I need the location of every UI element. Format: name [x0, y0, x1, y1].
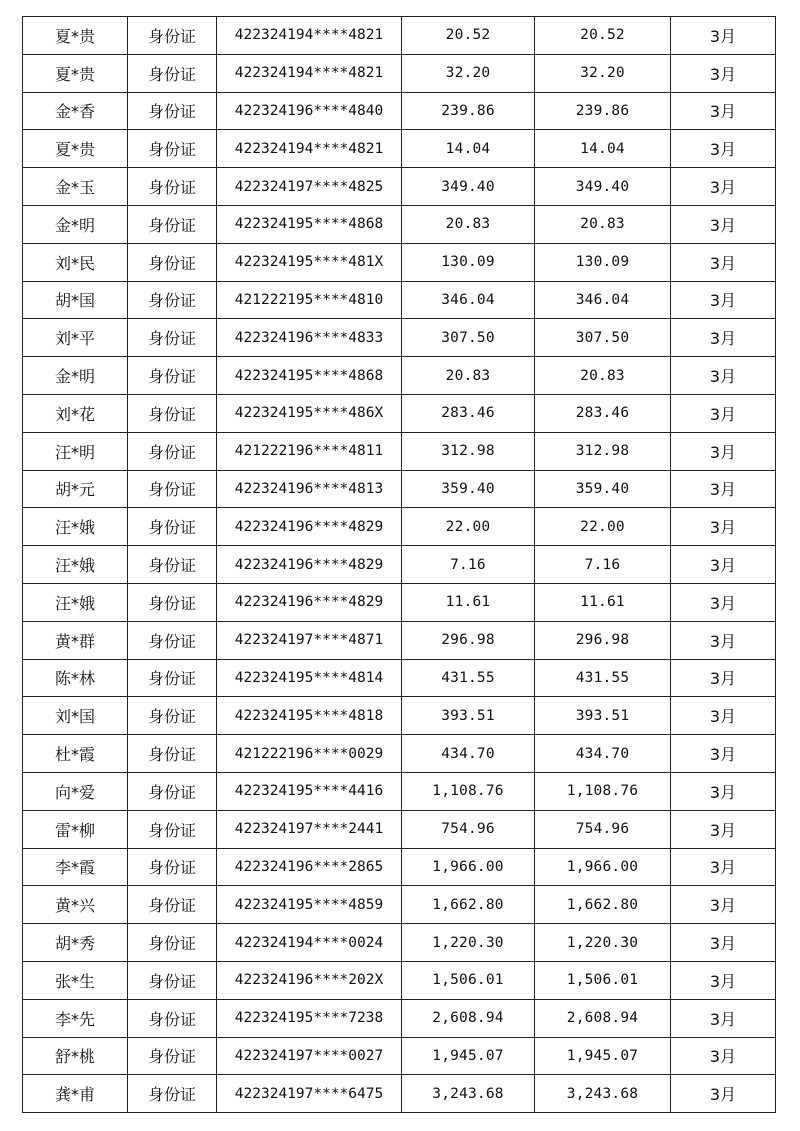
cell-amount: 20.52	[402, 17, 535, 55]
cell-month: 3月	[671, 243, 776, 281]
cell-amount: 434.70	[402, 735, 535, 773]
cell-name: 汪*明	[23, 432, 128, 470]
cell-name: 胡*国	[23, 281, 128, 319]
payment-table	[22, 16, 776, 1113]
cell-amount-paid: 2,608.94	[535, 999, 671, 1037]
cell-month: 3月	[671, 961, 776, 999]
cell-amount-paid: 359.40	[535, 470, 671, 508]
cell-amount-paid: 1,945.07	[535, 1037, 671, 1075]
cell-amount: 14.04	[402, 130, 535, 168]
cell-id-number: 422324195****486X	[217, 394, 402, 432]
cell-amount-paid: 434.70	[535, 735, 671, 773]
cell-id-type: 身份证	[128, 17, 217, 55]
cell-amount: 393.51	[402, 697, 535, 735]
cell-month: 3月	[671, 394, 776, 432]
cell-name: 夏*贵	[23, 54, 128, 92]
cell-id-type: 身份证	[128, 848, 217, 886]
cell-id-number: 422324195****481X	[217, 243, 402, 281]
cell-id-number: 422324194****4821	[217, 54, 402, 92]
cell-id-number: 422324196****2865	[217, 848, 402, 886]
cell-amount-paid: 130.09	[535, 243, 671, 281]
cell-amount-paid: 7.16	[535, 546, 671, 584]
cell-id-number: 422324194****4821	[217, 17, 402, 55]
cell-amount: 312.98	[402, 432, 535, 470]
table-row	[23, 432, 776, 470]
cell-name: 刘*民	[23, 243, 128, 281]
cell-amount: 359.40	[402, 470, 535, 508]
cell-id-type: 身份证	[128, 54, 217, 92]
table-row	[23, 470, 776, 508]
table-row	[23, 583, 776, 621]
cell-name: 杜*霞	[23, 735, 128, 773]
cell-name: 李*霞	[23, 848, 128, 886]
cell-amount-paid: 20.83	[535, 205, 671, 243]
cell-id-type: 身份证	[128, 92, 217, 130]
cell-id-number: 422324194****4821	[217, 130, 402, 168]
table-row	[23, 508, 776, 546]
cell-month: 3月	[671, 735, 776, 773]
cell-amount: 20.83	[402, 205, 535, 243]
cell-id-type: 身份证	[128, 168, 217, 206]
cell-amount-paid: 3,243.68	[535, 1075, 671, 1113]
cell-amount: 296.98	[402, 621, 535, 659]
cell-id-type: 身份证	[128, 508, 217, 546]
cell-month: 3月	[671, 1037, 776, 1075]
cell-id-number: 422324196****4829	[217, 508, 402, 546]
cell-amount-paid: 393.51	[535, 697, 671, 735]
cell-amount: 283.46	[402, 394, 535, 432]
cell-name: 金*香	[23, 92, 128, 130]
cell-amount: 239.86	[402, 92, 535, 130]
cell-amount-paid: 346.04	[535, 281, 671, 319]
cell-amount-paid: 22.00	[535, 508, 671, 546]
cell-amount-paid: 349.40	[535, 168, 671, 206]
cell-id-number: 421222195****4810	[217, 281, 402, 319]
cell-amount: 22.00	[402, 508, 535, 546]
table-row	[23, 281, 776, 319]
cell-amount-paid: 1,966.00	[535, 848, 671, 886]
cell-month: 3月	[671, 697, 776, 735]
cell-id-type: 身份证	[128, 886, 217, 924]
cell-amount: 1,108.76	[402, 772, 535, 810]
table-row	[23, 205, 776, 243]
cell-month: 3月	[671, 546, 776, 584]
cell-name: 舒*桃	[23, 1037, 128, 1075]
cell-id-number: 422324197****6475	[217, 1075, 402, 1113]
table-row	[23, 319, 776, 357]
cell-amount: 32.20	[402, 54, 535, 92]
table-row	[23, 999, 776, 1037]
table-row	[23, 659, 776, 697]
cell-amount-paid: 20.83	[535, 357, 671, 395]
table-row	[23, 697, 776, 735]
cell-id-number: 422324197****4871	[217, 621, 402, 659]
cell-month: 3月	[671, 17, 776, 55]
cell-name: 龚*甫	[23, 1075, 128, 1113]
cell-amount: 2,608.94	[402, 999, 535, 1037]
cell-name: 张*生	[23, 961, 128, 999]
cell-month: 3月	[671, 621, 776, 659]
cell-amount: 7.16	[402, 546, 535, 584]
cell-month: 3月	[671, 810, 776, 848]
cell-id-type: 身份证	[128, 735, 217, 773]
cell-id-type: 身份证	[128, 697, 217, 735]
table-row	[23, 810, 776, 848]
cell-amount: 20.83	[402, 357, 535, 395]
cell-id-type: 身份证	[128, 583, 217, 621]
cell-id-type: 身份证	[128, 281, 217, 319]
table-row	[23, 92, 776, 130]
cell-month: 3月	[671, 999, 776, 1037]
cell-id-type: 身份证	[128, 1075, 217, 1113]
table-row	[23, 168, 776, 206]
cell-id-type: 身份证	[128, 205, 217, 243]
cell-name: 向*爱	[23, 772, 128, 810]
cell-amount: 754.96	[402, 810, 535, 848]
cell-month: 3月	[671, 357, 776, 395]
table-row	[23, 961, 776, 999]
cell-id-number: 422324196****4813	[217, 470, 402, 508]
cell-month: 3月	[671, 1075, 776, 1113]
cell-name: 金*玉	[23, 168, 128, 206]
cell-amount-paid: 296.98	[535, 621, 671, 659]
table-row	[23, 546, 776, 584]
cell-id-number: 422324196****4829	[217, 583, 402, 621]
cell-id-type: 身份证	[128, 1037, 217, 1075]
cell-id-type: 身份证	[128, 357, 217, 395]
cell-id-type: 身份证	[128, 999, 217, 1037]
cell-id-number: 421222196****4811	[217, 432, 402, 470]
table-row	[23, 17, 776, 55]
cell-amount-paid: 14.04	[535, 130, 671, 168]
cell-amount-paid: 431.55	[535, 659, 671, 697]
cell-month: 3月	[671, 508, 776, 546]
cell-amount-paid: 283.46	[535, 394, 671, 432]
cell-month: 3月	[671, 130, 776, 168]
cell-id-number: 422324197****2441	[217, 810, 402, 848]
cell-id-type: 身份证	[128, 924, 217, 962]
cell-month: 3月	[671, 319, 776, 357]
cell-id-type: 身份证	[128, 470, 217, 508]
cell-month: 3月	[671, 924, 776, 962]
cell-name: 胡*秀	[23, 924, 128, 962]
cell-month: 3月	[671, 772, 776, 810]
cell-name: 雷*柳	[23, 810, 128, 848]
cell-amount: 1,506.01	[402, 961, 535, 999]
cell-id-type: 身份证	[128, 772, 217, 810]
cell-id-type: 身份证	[128, 659, 217, 697]
table-row	[23, 735, 776, 773]
cell-id-number: 422324194****0024	[217, 924, 402, 962]
cell-amount: 307.50	[402, 319, 535, 357]
cell-amount: 130.09	[402, 243, 535, 281]
table-row	[23, 621, 776, 659]
cell-amount: 11.61	[402, 583, 535, 621]
cell-amount: 349.40	[402, 168, 535, 206]
table-row	[23, 886, 776, 924]
cell-id-number: 422324196****202X	[217, 961, 402, 999]
cell-id-number: 422324196****4833	[217, 319, 402, 357]
cell-name: 陈*林	[23, 659, 128, 697]
cell-amount: 431.55	[402, 659, 535, 697]
table-body	[23, 17, 776, 1113]
cell-id-number: 422324196****4829	[217, 546, 402, 584]
cell-amount: 1,966.00	[402, 848, 535, 886]
cell-amount-paid: 307.50	[535, 319, 671, 357]
cell-id-number: 422324195****7238	[217, 999, 402, 1037]
cell-amount-paid: 32.20	[535, 54, 671, 92]
table-row	[23, 924, 776, 962]
cell-name: 汪*娥	[23, 508, 128, 546]
table-row	[23, 772, 776, 810]
cell-month: 3月	[671, 168, 776, 206]
cell-name: 夏*贵	[23, 17, 128, 55]
cell-id-number: 422324195****4814	[217, 659, 402, 697]
table-row	[23, 848, 776, 886]
cell-amount-paid: 239.86	[535, 92, 671, 130]
cell-month: 3月	[671, 659, 776, 697]
cell-id-type: 身份证	[128, 810, 217, 848]
cell-id-number: 422324197****4825	[217, 168, 402, 206]
cell-amount-paid: 1,662.80	[535, 886, 671, 924]
table-row	[23, 54, 776, 92]
cell-id-number: 422324195****4818	[217, 697, 402, 735]
cell-amount-paid: 11.61	[535, 583, 671, 621]
cell-name: 汪*娥	[23, 546, 128, 584]
table-row	[23, 130, 776, 168]
cell-id-type: 身份证	[128, 546, 217, 584]
table-row	[23, 1075, 776, 1113]
cell-name: 黄*群	[23, 621, 128, 659]
cell-id-type: 身份证	[128, 432, 217, 470]
cell-month: 3月	[671, 886, 776, 924]
cell-id-number: 422324195****4859	[217, 886, 402, 924]
cell-id-type: 身份证	[128, 319, 217, 357]
cell-id-type: 身份证	[128, 621, 217, 659]
cell-id-type: 身份证	[128, 961, 217, 999]
cell-amount-paid: 312.98	[535, 432, 671, 470]
cell-month: 3月	[671, 432, 776, 470]
cell-amount-paid: 1,108.76	[535, 772, 671, 810]
cell-amount-paid: 1,220.30	[535, 924, 671, 962]
cell-amount-paid: 20.52	[535, 17, 671, 55]
cell-month: 3月	[671, 54, 776, 92]
cell-id-number: 422324195****4868	[217, 205, 402, 243]
cell-name: 黄*兴	[23, 886, 128, 924]
table-row	[23, 1037, 776, 1075]
cell-name: 刘*国	[23, 697, 128, 735]
cell-month: 3月	[671, 848, 776, 886]
table-row	[23, 243, 776, 281]
cell-id-number: 422324197****0027	[217, 1037, 402, 1075]
cell-month: 3月	[671, 470, 776, 508]
cell-name: 李*先	[23, 999, 128, 1037]
cell-amount: 1,220.30	[402, 924, 535, 962]
cell-month: 3月	[671, 92, 776, 130]
cell-id-number: 422324195****4868	[217, 357, 402, 395]
cell-id-number: 422324195****4416	[217, 772, 402, 810]
cell-amount-paid: 754.96	[535, 810, 671, 848]
cell-name: 刘*花	[23, 394, 128, 432]
cell-id-type: 身份证	[128, 394, 217, 432]
cell-id-number: 421222196****0029	[217, 735, 402, 773]
cell-name: 金*明	[23, 357, 128, 395]
cell-month: 3月	[671, 583, 776, 621]
table-row	[23, 394, 776, 432]
cell-name: 金*明	[23, 205, 128, 243]
cell-amount: 3,243.68	[402, 1075, 535, 1113]
cell-amount: 1,662.80	[402, 886, 535, 924]
cell-name: 刘*平	[23, 319, 128, 357]
cell-name: 夏*贵	[23, 130, 128, 168]
cell-amount: 1,945.07	[402, 1037, 535, 1075]
cell-amount: 346.04	[402, 281, 535, 319]
cell-month: 3月	[671, 281, 776, 319]
cell-name: 胡*元	[23, 470, 128, 508]
cell-id-number: 422324196****4840	[217, 92, 402, 130]
cell-id-type: 身份证	[128, 243, 217, 281]
cell-name: 汪*娥	[23, 583, 128, 621]
cell-month: 3月	[671, 205, 776, 243]
cell-id-type: 身份证	[128, 130, 217, 168]
cell-amount-paid: 1,506.01	[535, 961, 671, 999]
table-row	[23, 357, 776, 395]
